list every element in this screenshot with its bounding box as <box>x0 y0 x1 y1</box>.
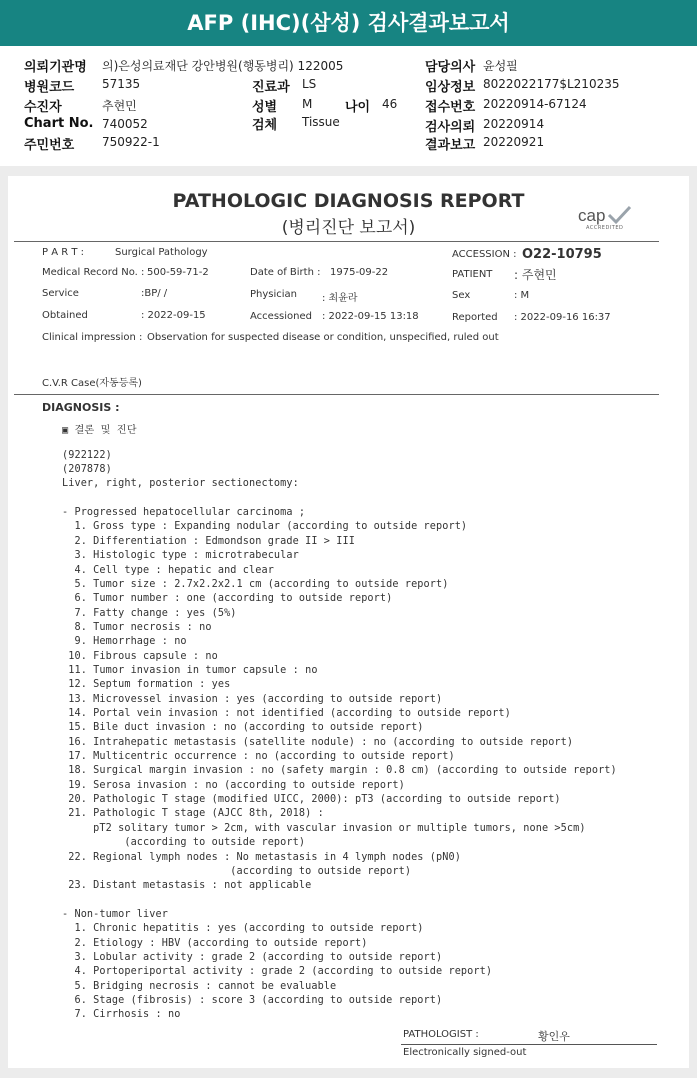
diagnosis-line: 1. Chronic hepatitis : yes (according to outside report) <box>62 923 424 935</box>
doctor-label: 담당의사 <box>425 60 476 75</box>
dept-label: 진료과 <box>252 80 290 95</box>
cap-accredited-text: ACCREDITED <box>586 225 624 231</box>
diagnosis-line: ▣ 결론 및 진단 <box>62 425 137 436</box>
diagnosis-line: 12. Septum formation : yes <box>62 679 231 691</box>
cap-accredited-logo <box>576 204 636 234</box>
diagnosis-line: 7. Fatty change : yes (5%) <box>62 607 237 619</box>
request-label: 검사의뢰 <box>425 120 476 135</box>
patient-value: 추현민 <box>102 99 137 113</box>
resident-value: 750922-1 <box>102 135 160 149</box>
diagnosis-line: 2. Etiology : HBV (according to outside report) <box>62 937 368 949</box>
diagnosis-line: 15. Bile duct invasion : no (according to outside report) <box>62 722 424 734</box>
physician-label: Physician <box>250 289 298 300</box>
impression-label: Clinical impression : <box>42 332 143 343</box>
diagnosis-line: 18. Surgical margin invasion : no (safety margin : 0.8 cm) (according to outside report) <box>62 765 617 777</box>
header-panel <box>0 46 697 166</box>
diagnosis-line: (according to outside report) <box>62 837 306 849</box>
mrn-label: Medical Record No. : <box>42 267 145 278</box>
age-value: 46 <box>382 97 398 111</box>
obtained-label: Obtained <box>42 310 88 321</box>
clinical-value: 8022022177$L210235 <box>483 77 620 91</box>
diagnosis-line: 13. Microvessel invasion : yes (according to outside report) <box>62 693 443 705</box>
part-value: Surgical Pathology <box>115 247 208 258</box>
hospital-code-value: 57135 <box>102 77 141 91</box>
diagnosis-line: (according to outside report) <box>62 865 412 877</box>
report-banner: AFP (IHC)(삼성) 검사결과보고서 <box>0 0 697 46</box>
diagnosis-line: (922122) <box>62 449 112 461</box>
diagnosis-line: 22. Regional lymph nodes : No metastasis in 4 lymph nodes (pN0) <box>62 851 461 863</box>
service-value: :BP/ / <box>141 288 168 299</box>
clinical-label: 임상정보 <box>425 80 476 95</box>
report-patient-label: PATIENT <box>452 269 493 280</box>
diagnosis-line: 20. Pathologic T stage (modified UICC, 2000): pT3 (according to outside report) <box>62 794 561 806</box>
diagnosis-line: 21. Pathologic T stage (AJCC 8th, 2018) : <box>62 808 324 820</box>
resident-label: 주민번호 <box>24 138 75 153</box>
diagnosis-line: 7. Cirrhosis : no <box>62 1009 181 1021</box>
diagnosis-divider <box>14 394 659 395</box>
dob-label: Date of Birth : <box>250 267 321 278</box>
pathologist-value: 황인우 <box>538 1030 570 1043</box>
diagnosis-line: 3. Histologic type : microtrabecular <box>62 550 299 562</box>
part-label: P A R T : <box>42 247 85 258</box>
diagnosis-line: 5. Bridging necrosis : cannot be evaluable <box>62 980 337 992</box>
diagnosis-line: 6. Tumor number : one (according to outside report) <box>62 593 393 605</box>
accession-label: ACCESSION : <box>452 249 517 260</box>
sex-label: 성별 <box>252 100 278 115</box>
request-value: 20220914 <box>483 117 545 131</box>
diagnosis-line: 19. Serosa invasion : no (according to outside report) <box>62 779 405 791</box>
diagnosis-line: 8. Tumor necrosis : no <box>62 621 212 633</box>
impression-value: Observation for suspected disease or condition, unspecified, ruled out <box>147 332 499 343</box>
diagnosis-line: pT2 solitary tumor > 2cm, with vascular invasion or multiple tumors, none >5cm) <box>62 822 586 834</box>
signed-label: Electronically signed-out <box>403 1047 527 1058</box>
institution-value: 의)은성의료재단 강안병원(행동병리) 122005 <box>102 59 344 73</box>
dob-value: 1975-09-22 <box>330 267 389 278</box>
hospital-code-label: 병원코드 <box>24 80 75 95</box>
chart-label: Chart No. <box>24 116 94 131</box>
receipt-label: 접수번호 <box>425 100 476 115</box>
diagnosis-line: 11. Tumor invasion in tumor capsule : no <box>62 664 318 676</box>
report-subtitle: (병리진단 보고서) <box>281 218 416 238</box>
diagnosis-line: 2. Differentiation : Edmondson grade II > III <box>62 535 355 547</box>
patient-label: 수진자 <box>24 100 62 115</box>
age-label: 나이 <box>345 100 371 115</box>
reported-value: : 2022-09-16 16:37 <box>514 312 611 323</box>
header-divider <box>14 241 659 242</box>
doctor-value: 윤성필 <box>483 59 518 73</box>
signature-line <box>401 1044 657 1045</box>
diagnosis-line: - Progressed hepatocellular carcinoma ; <box>62 507 306 519</box>
report-patient-value: : 주현민 <box>514 268 557 282</box>
diagnosis-line: - Non-tumor liver <box>62 908 168 920</box>
physician-value: : 최윤라 <box>322 293 358 304</box>
report-sex-value: : M <box>514 290 530 301</box>
accessioned-value: : 2022-09-15 13:18 <box>322 311 419 322</box>
cvr-label: C.V.R Case(자동등록) <box>42 378 142 389</box>
accession-value: O22-10795 <box>522 247 602 262</box>
diagnosis-line: 14. Portal vein invasion : not identified (according to outside report) <box>62 708 511 719</box>
report-title: PATHOLOGIC DIAGNOSIS REPORT <box>172 190 525 212</box>
obtained-value: : 2022-09-15 <box>141 310 206 321</box>
institution-label: 의뢰기관명 <box>24 60 87 75</box>
check-icon <box>606 204 632 226</box>
specimen-value: Tissue <box>302 115 340 129</box>
diagnosis-label: DIAGNOSIS : <box>42 401 120 414</box>
diagnosis-line: (207878) <box>62 464 112 476</box>
result-value: 20220921 <box>483 135 545 149</box>
sex-value: M <box>302 97 313 111</box>
diagnosis-line: 1. Gross type : Expanding nodular (according to outside report) <box>62 521 468 533</box>
cap-logo-text: cap <box>578 206 606 225</box>
service-label: Service <box>42 288 79 299</box>
diagnosis-line: 4. Portoperiportal activity : grade 2 (according to outside report) <box>62 966 493 978</box>
diagnosis-line: 6. Stage (fibrosis) : score 3 (according to outside report) <box>62 995 443 1006</box>
report-sex-label: Sex <box>452 290 471 301</box>
specimen-label: 검체 <box>252 118 278 133</box>
pathology-report <box>8 176 689 1068</box>
diagnosis-line: 17. Multicentric occurrence : no (according to outside report) <box>62 751 455 763</box>
diagnosis-line: 3. Lobular activity : grade 2 (according to outside report) <box>62 951 443 963</box>
diagnosis-line: 23. Distant metastasis : not applicable <box>62 880 312 892</box>
mrn-value: 500-59-71-2 <box>147 267 209 278</box>
chart-value: 740052 <box>102 117 148 131</box>
accessioned-label: Accessioned <box>250 311 312 322</box>
result-label: 결과보고 <box>425 138 476 153</box>
dept-value: LS <box>302 77 317 91</box>
diagnosis-line: 9. Hemorrhage : no <box>62 636 187 648</box>
diagnosis-line: Liver, right, posterior sectionectomy: <box>62 478 299 490</box>
pathologist-label: PATHOLOGIST : <box>403 1029 479 1040</box>
receipt-value: 20220914-67124 <box>483 97 587 111</box>
reported-label: Reported <box>452 312 498 323</box>
diagnosis-line: 16. Intrahepatic metastasis (satellite nodule) : no (according to outside report) <box>62 736 574 748</box>
diagnosis-line: 4. Cell type : hepatic and clear <box>62 564 274 576</box>
diagnosis-line: 10. Fibrous capsule : no <box>62 650 218 662</box>
diagnosis-line: 5. Tumor size : 2.7x2.2x2.1 cm (according to outside report) <box>62 578 449 590</box>
